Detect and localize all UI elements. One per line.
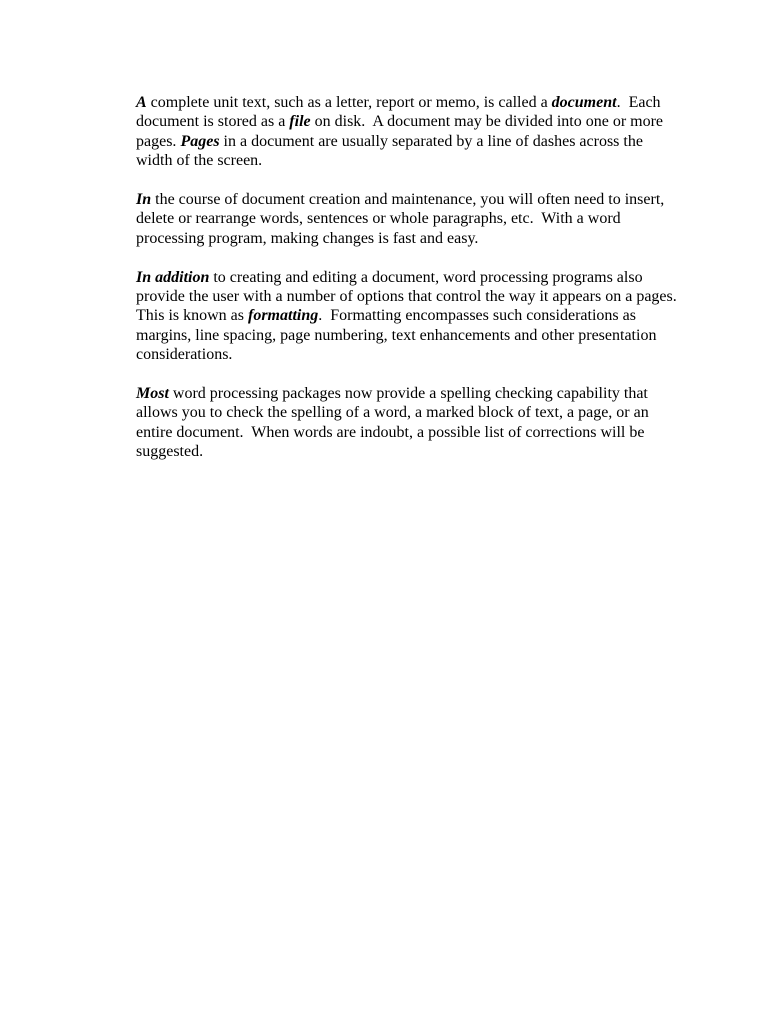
body-text: to creating and editing a document, word processing programs also provide the user with a number of options that control the way it appears on a pages. This is known as [136,268,685,325]
lead-word: Most [136,385,169,403]
term-document: document [551,94,617,111]
term-pages: Pages [180,132,220,150]
term-file: file [289,113,311,131]
paragraph-spelling [136,384,681,462]
lead-word: A [136,94,147,111]
body-text: . Formatting encompasses such considerations as margins, line spacing, page numbering, text enhancements and other presentation considerations. [136,307,661,364]
body-text: complete unit text, such as a letter, report or memo, is called a [146,94,552,111]
body-text: word processing packages now provide a spelling checking capability that allows you to check the spelling of a word, a marked block of text, a page, or an entire document. When words are indoubt, a possible list of corrections will be suggested. [136,385,653,461]
paragraph-editing [136,190,681,248]
lead-word: In [136,191,152,209]
paragraph-document-definition [136,93,681,171]
body-text: the course of document creation and maintenance, you will often need to insert, delete or rearrange words, sentences or whole paragraphs, etc. With a word processing program, making changes is fast and easy. [136,191,669,247]
term-formatting: formatting [248,307,319,325]
paragraph-formatting [136,268,685,365]
body-text: on disk. A document may be divided into one or more pages. [136,113,668,150]
body-text: . Each document is stored as a [136,94,665,131]
lead-word: In addition [136,268,210,286]
body-text: in a document are usually separated by a line of dashes across the width of the screen. [136,132,647,170]
document-body [136,93,685,481]
